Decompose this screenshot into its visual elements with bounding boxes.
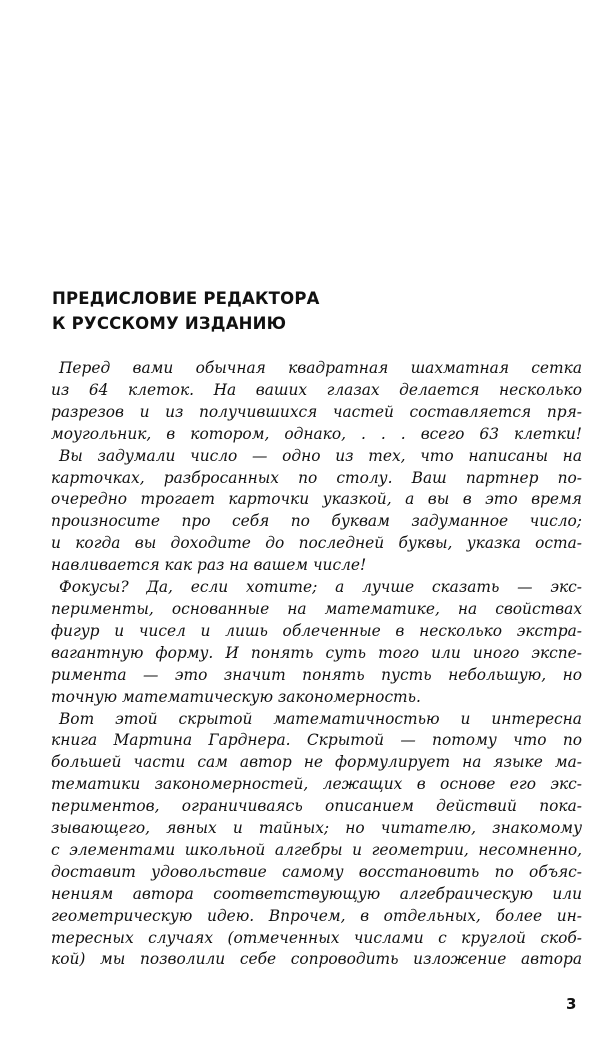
text-line: из 64 клеток. На ваших глазах делается несколько — [51, 380, 582, 399]
heading-line-2: К РУССКОМУ ИЗДАНИЮ — [52, 314, 287, 333]
text-line: геометрическую идею. Впрочем, в отдельных, более ин- — [51, 906, 582, 925]
text-line: Вы задумали число — одно из тех, что написаны на — [59, 446, 582, 465]
body-text — [51, 358, 582, 971]
text-line: периментов, ограничиваясь описанием действий пока- — [51, 797, 582, 816]
chapter-heading — [52, 286, 512, 336]
text-line: книга Мартина Гарднера. Скрытой — потому что по — [51, 731, 582, 750]
text-line: разрезов и из получившихся частей составляется пря- — [51, 402, 582, 421]
text-line: римента — это значит понять пусть небольшую, но — [51, 665, 582, 684]
text-line: очередно трогает карточки указкой, а вы в это время — [51, 490, 582, 509]
text-line: с элементами школьной алгебры и геометрии, несомненно, — [51, 840, 582, 859]
text-line: и когда вы доходите до последней буквы, указка оста- — [51, 534, 582, 553]
text-line: Вот этой скрытой математичностью и интересна — [59, 709, 582, 728]
text-line: вагантную форму. И понять суть того или иного экспе- — [51, 643, 582, 662]
text-line: перименты, основанные на математике, на свойствах — [51, 599, 582, 618]
text-line: произносите про себя по буквам задуманное число; — [51, 512, 582, 531]
text-line: моугольник, в котором, однако, . . . всего 63 клетки! — [51, 424, 582, 443]
text-line: тематики закономерностей, лежащих в основе его экс- — [51, 775, 582, 794]
text-line: тересных случаях (отмеченных числами с круглой скоб- — [51, 928, 582, 947]
text-line: кой) мы позволили себе сопроводить изложение автора — [51, 950, 582, 969]
text-line: доставит удовольствие самому восстановить по объяс- — [51, 862, 582, 881]
page-number: 3 — [566, 995, 577, 1013]
text-line: точную математическую закономерность. — [51, 687, 421, 706]
text-line: большей части сам автор не формулирует на языке ма- — [51, 753, 582, 772]
text-line: карточках, разбросанных по столу. Ваш партнер по- — [51, 468, 582, 487]
text-line: нениям автора соответствующую алгебраическую или — [51, 884, 582, 903]
heading-line-1: ПРЕДИСЛОВИЕ РЕДАКТОРА — [52, 289, 320, 308]
text-line: навливается как раз на вашем числе! — [51, 556, 367, 575]
text-line: Перед вами обычная квадратная шахматная сетка — [59, 359, 582, 377]
text-line: Фокусы? Да, если хотите; а лучше сказать — экс- — [59, 578, 582, 597]
text-line: зывающего, явных и тайных; но читателю, знакомому — [51, 819, 582, 838]
text-line: фигур и чисел и лишь облеченные в несколько экстра- — [51, 621, 582, 640]
